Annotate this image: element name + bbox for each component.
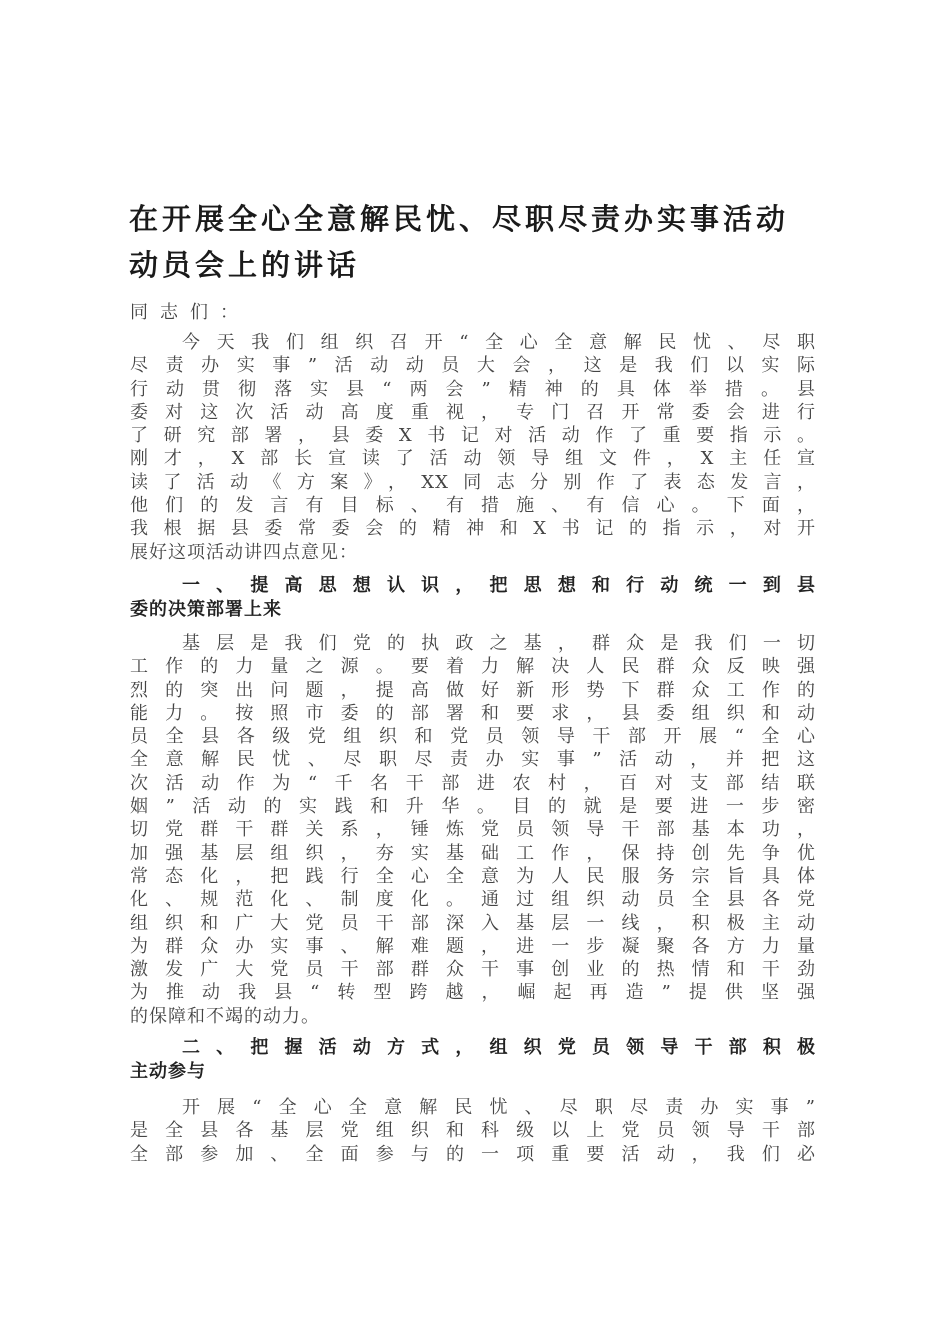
- paragraph-line: 常态化，把践行全心全意为人民服务宗旨具体: [130, 865, 816, 887]
- paragraph-line: 今天我们组织召开“全心全意解民忧、尽职: [182, 332, 816, 353]
- paragraph-line: 展好这项活动讲四点意见：: [130, 541, 358, 563]
- paragraph-line: 读了活动《方案》，XX同志分别作了表态发言，: [130, 471, 816, 493]
- document-title: [129, 196, 829, 288]
- paragraph-line: 基层是我们党的执政之基，群众是我们一切: [182, 633, 816, 654]
- heading-line: 委的决策部署上来: [130, 598, 282, 620]
- paragraph-line: 组织和广大党员干部深入基层一线，积极主动: [130, 912, 816, 934]
- heading-line: 主动参与: [130, 1060, 206, 1082]
- heading-line: 一、提高思想认识，把思想和行动统一到县: [182, 575, 816, 596]
- paragraph-line: 我根据县委常委会的精神和X书记的指示，对开: [130, 518, 816, 540]
- paragraph-line: 的保障和不竭的动力。: [130, 1005, 320, 1027]
- paragraph-line: 行动贯彻落实县“两会”精神的具体举措。县: [130, 378, 816, 400]
- section-2-paragraph: [130, 1096, 816, 1166]
- paragraph-line: 激发广大党员干部群众干事创业的热情和干劲: [130, 959, 816, 981]
- section-1-paragraph: [130, 632, 816, 1028]
- heading-line: 二、把握活动方式，组织党员领导干部积极: [182, 1037, 816, 1058]
- paragraph-line: 化、规范化、制度化。通过组织动员全县各党: [130, 889, 816, 911]
- paragraph-line: 刚才，X部长宣读了活动领导组文件，X主任宣: [130, 448, 816, 470]
- paragraph-line: 他们的发言有目标、有措施、有信心。下面，: [130, 495, 816, 517]
- paragraph-line: 全意解民忧、尽职尽责办实事”活动，并把这: [130, 749, 816, 771]
- paragraph-line: 工作的力量之源。要着力解决人民群众反映强: [130, 656, 816, 678]
- paragraph-line: 切党群干群关系，锤炼党员领导干部基本功，: [130, 819, 816, 841]
- section-heading-2: [130, 1036, 816, 1083]
- paragraph-line: 次活动作为“千名干部进农村，百对支部结联: [130, 772, 816, 794]
- section-heading-1: [130, 574, 816, 621]
- paragraph-line: 为群众办实事、解难题，进一步凝聚各方力量: [130, 935, 816, 957]
- paragraph-line: 能力。按照市委的部署和要求，县委组织和动: [130, 702, 816, 724]
- paragraph-line: 全部参加、全面参与的一项重要活动，我们必: [130, 1143, 816, 1165]
- title-line: 动员会上的讲话: [129, 248, 361, 282]
- title-line: 在开展全心全意解民忧、尽职尽责办实事活动: [129, 202, 790, 236]
- paragraph-line: 姻”活动的实践和升华。目的就是要进一步密: [130, 796, 816, 818]
- paragraph-line: 委对这次活动高度重视，专门召开常委会进行: [130, 401, 816, 423]
- greeting: 同志们：: [130, 302, 250, 323]
- intro-paragraph: [130, 331, 816, 564]
- paragraph-line: 加强基层组织，夯实基础工作，保持创先争优: [130, 842, 816, 864]
- paragraph-line: 开展“全心全意解民忧、尽职尽责办实事”: [182, 1097, 816, 1118]
- paragraph-line: 了研究部署，县委X书记对活动作了重要指示。: [130, 425, 816, 447]
- paragraph-line: 为推动我县“转型跨越，崛起再造”提供坚强: [130, 982, 816, 1004]
- paragraph-line: 烈的突出问题，提高做好新形势下群众工作的: [130, 679, 816, 701]
- paragraph-line: 是全县各基层党组织和科级以上党员领导干部: [130, 1120, 816, 1142]
- paragraph-line: 尽责办实事”活动动员大会，这是我们以实际: [130, 355, 816, 377]
- paragraph-line: 员全县各级党组织和党员领导干部开展“全心: [130, 726, 816, 748]
